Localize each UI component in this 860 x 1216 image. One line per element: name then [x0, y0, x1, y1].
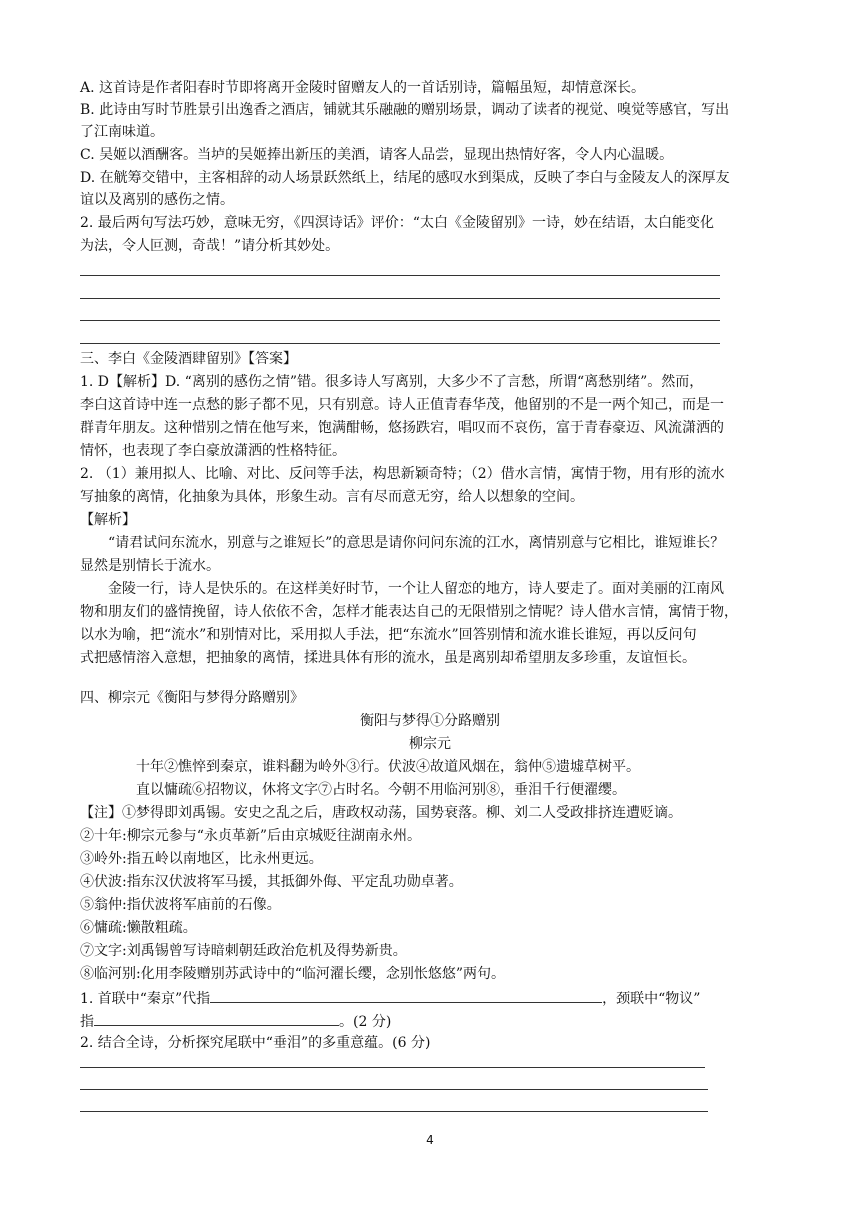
fill-blank-qinjing[interactable]: [210, 987, 602, 1003]
note-6: ⑥慵疏:懒散粗疏。: [80, 920, 197, 936]
question-4-1-mid: ，颈联中“物议”: [602, 991, 701, 1007]
analysis-para1-line2: 显然是别情长于流水。: [80, 558, 220, 574]
page-number: 4: [426, 1133, 434, 1147]
note-4: ④伏波:指东汉伏波将军马援，其抵御外侮、平定乱功勋卓著。: [80, 874, 463, 890]
question-4-1-score: 。(2 分): [339, 1014, 392, 1030]
note-2: ②十年:柳宗元参与“永贞革新”后由京城贬往湖南永州。: [80, 828, 422, 844]
analysis-para2-line3: 以水为喻，把“流水”和别情对比，采用拟人手法，把“东流水”回答别情和流水谁长谁短，再以反问句: [80, 627, 697, 643]
option-d-line2: 谊以及离别的感伤之情。: [80, 192, 234, 208]
answer-2-line2: 写抽象的离情，化抽象为具体，形象生动。言有尽而意无穷，给人以想象的空间。: [80, 489, 584, 505]
answer-line[interactable]: [80, 320, 720, 321]
option-b-line1: B. 此诗由写时节胜景引出逸香之酒店，铺就其乐融融的赠别场景，调动了读者的视觉、嗅觉等感官，写出: [80, 102, 730, 118]
section-4-title: 四、柳宗元《衡阳与梦得分路赠别》: [80, 690, 304, 706]
question-4-2: 2. 结合全诗，分析探究尾联中“垂泪”的多重意蕴。(6 分): [80, 1035, 431, 1051]
answer-line[interactable]: [80, 1067, 705, 1068]
question-2-line1: 2. 最后两句写法巧妙，意味无穷，《四溟诗话》评价：“太白《金陵留别》一诗，妙在结语，太白能变化: [80, 215, 714, 231]
analysis-para1-line1: “请君试问东流水，别意与之谁短长”的意思是请你问问东流的江水，离情别意与它相比，谁短谁长？: [108, 535, 725, 551]
poem-verse-2: 直以慵疏⑥招物议，休将文字⑦占时名。今朝不用临河别⑧，垂泪千行便濯缨。: [136, 782, 626, 798]
note-7: ⑦文字:刘禹锡曾写诗暗刺朝廷政治危机及得势新贵。: [80, 943, 407, 959]
answer-1-line2: 李白这首诗中连一点愁的影子都不见，只有别意。诗人正值青春华茂，他留别的不是一两个知己，而是一: [80, 397, 724, 413]
option-d-line1: D. 在觥筹交错中，主客相辞的动人场景跃然纸上，结尾的感叹水到渠成，反映了李白与金陵友人的深厚友: [80, 170, 730, 186]
analysis-para2-line2: 物和朋友们的盛情挽留，诗人依依不舍，怎样才能表达自己的无限惜别之情呢？诗人借水言情，寓情于物，: [80, 604, 738, 620]
answer-1-line3: 群青年朋友。这种惜别之情在他写来，饱满酣畅，悠扬跌宕，唱叹而不哀伤，富于青春豪迈、风流潇洒的: [80, 420, 724, 436]
analysis-para2-line1: 金陵一行，诗人是快乐的。在这样美好时节，一个让人留恋的地方，诗人要走了。面对美丽的江南风: [108, 581, 724, 597]
note-5: ⑤翁仲:指伏波将军庙前的石像。: [80, 897, 281, 913]
fill-blank-wuyi[interactable]: [94, 1010, 339, 1026]
question-4-1-zhi: 指: [80, 1014, 94, 1030]
answer-line[interactable]: [80, 1111, 708, 1112]
poem-verse-1: 十年②憔悴到秦京，谁料翻为岭外③行。伏波④故道风烟在，翁仲⑤遗墟草树平。: [136, 759, 640, 775]
answer-line[interactable]: [80, 275, 720, 276]
question-4-1-prompt: 1. 首联中“秦京”代指: [80, 991, 211, 1007]
option-b-line2: 了江南味道。: [80, 124, 164, 140]
answer-line[interactable]: [80, 298, 720, 299]
answer-line[interactable]: [80, 1089, 708, 1090]
note-8: ⑧临河别:化用李陵赠别苏武诗中的“临河濯长缨，念别怅悠悠”两句。: [80, 966, 506, 982]
note-3: ③岭外:指五岭以南地区，比永州更远。: [80, 851, 323, 867]
poem-author: 柳宗元: [409, 736, 451, 752]
section-3-title: 三、李白《金陵酒肆留别》【答案】: [80, 351, 297, 367]
analysis-para2-line4: 式把感情溶入意想，把抽象的离情，揉进具体有形的流水，虽是离别却希望朋友多珍重，友谊恒长。: [80, 650, 696, 666]
poem-title: 衡阳与梦得①分路赠别: [360, 713, 500, 729]
answer-1-line1: 1. D【解析】D. “离别的感伤之情”错。很多诗人写离别，大多少不了言愁，所谓“离愁别绪”。然而，: [80, 374, 704, 390]
note-1: 【注】①梦得即刘禹锡。安史之乱之后，唐政权动荡，国势衰落。柳、刘二人受政排挤连遭贬谪。: [80, 805, 682, 821]
analysis-label: 【解析】: [80, 512, 136, 528]
answer-1-line4: 情怀，也表现了李白豪放潇洒的性格特征。: [80, 443, 346, 459]
answer-2-line1: 2. （1）兼用拟人、比喻、对比、反问等手法，构思新颖奇特；（2）借水言情，寓情于物，用有形的流水: [80, 466, 725, 482]
question-4-1-line1: [80, 987, 700, 1009]
option-c: C. 吴姬以酒酬客。当垆的吴姬捧出新压的美酒，请客人品尝，显现出热情好客，令人内心温暖。: [80, 147, 674, 163]
question-2-line2: 为法，令人叵测，奇哉！”请分析其妙处。: [80, 238, 340, 254]
question-4-1-line2: [80, 1010, 391, 1032]
option-a: A. 这首诗是作者阳春时节即将离开金陵时留赠友人的一首话别诗，篇幅虽短，却情意深长。: [80, 80, 646, 96]
answer-line[interactable]: [80, 343, 720, 344]
